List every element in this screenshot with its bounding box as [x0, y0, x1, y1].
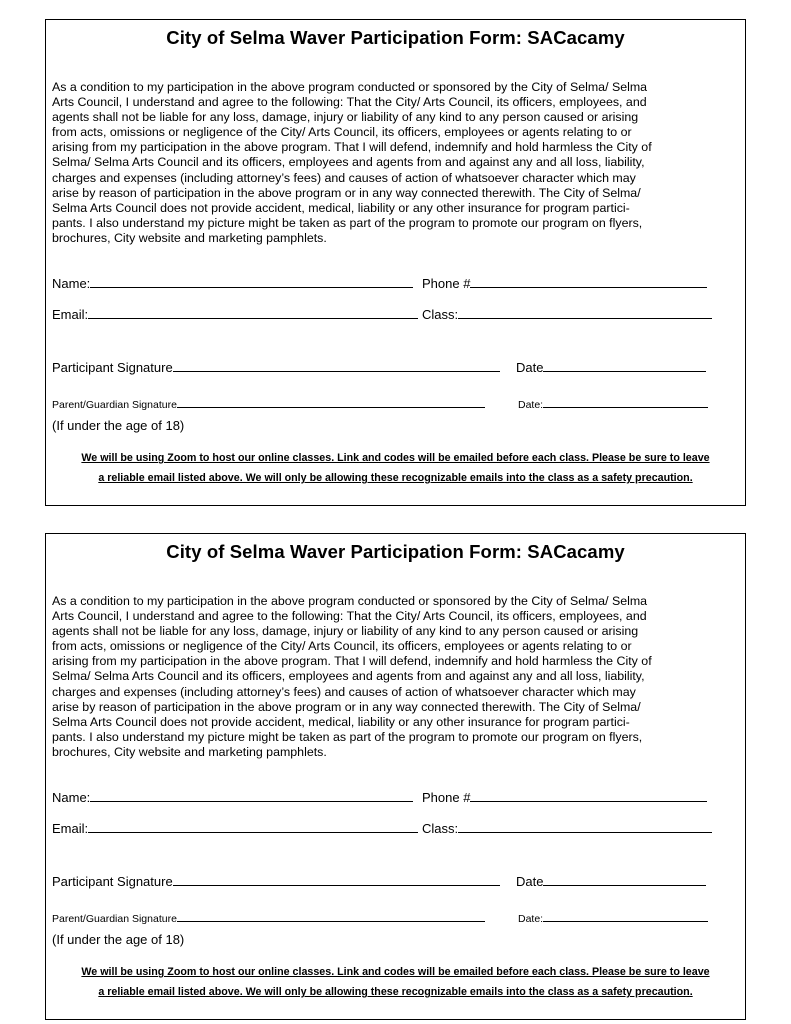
participant-date-field[interactable]: [543, 874, 706, 886]
guardian-signature-label: Parent/Guardian Signature: [52, 913, 177, 925]
paragraph-line: charges and expenses (including attorney’s fees) and causes of action of whatsoever character which may: [52, 684, 636, 699]
paragraph-line: Arts Council, I understand and agree to the following: That the City/ Arts Council, its officers, employees, and: [52, 95, 647, 110]
class-field[interactable]: [458, 821, 712, 833]
guardian-date-field[interactable]: [543, 912, 708, 922]
guardian-date-row: [518, 398, 708, 411]
participant-signature-field[interactable]: [173, 874, 500, 886]
paragraph-line: arise by reason of participation in the above program or in any way connected therewith. The City of Selma/: [52, 699, 641, 714]
under-age-note: (If under the age of 18): [52, 418, 185, 433]
email-field[interactable]: [88, 307, 418, 319]
paragraph-line: As a condition to my participation in the above program conducted or sponsored by the City of Selma/ Selma: [52, 594, 648, 608]
paragraph-line: As a condition to my participation in the above program conducted or sponsored by the City of Selma/ Selma: [52, 80, 648, 94]
email-field[interactable]: [88, 821, 418, 833]
phone-row: [422, 790, 707, 805]
paragraph-line: Selma/ Selma Arts Council and its officers, employees and agents from and against any and all loss, liability,: [52, 155, 645, 170]
participant-date-row: [516, 874, 706, 889]
guardian-signature-field[interactable]: [177, 912, 485, 922]
paragraph-line: arise by reason of participation in the above program or in any way connected therewith. The City of Selma/: [52, 185, 641, 200]
guardian-signature-row: [52, 398, 485, 411]
name-label: Name:: [52, 790, 91, 805]
name-label: Name:: [52, 276, 91, 291]
guardian-date-label: Date:: [518, 399, 544, 411]
name-field[interactable]: [90, 276, 413, 288]
date-label: Date: [516, 360, 544, 375]
email-row: [52, 307, 418, 322]
zoom-note-line: We will be using Zoom to host our online classes. Link and codes will be emailed before each class. Please be sure to leave: [81, 966, 710, 978]
phone-field[interactable]: [470, 790, 707, 802]
name-row: [52, 276, 413, 291]
phone-label: Phone #: [422, 790, 471, 805]
paragraph-line: agents shall not be liable for any loss, damage, injury or liability of any kind to any person caused or arising: [52, 110, 639, 125]
participant-signature-row: [52, 360, 500, 375]
class-label: Class:: [422, 821, 459, 836]
email-label: Email:: [52, 821, 89, 836]
waiver-paragraph: [52, 80, 744, 246]
zoom-note-line: a reliable email listed above. We will only be allowing these recognizable emails into the class as a safety precaution.: [98, 472, 693, 484]
waiver-form-2: [45, 533, 746, 1020]
paragraph-line: from acts, omissions or negligence of the City/ Arts Council, its officers, employees or agents relating to or: [52, 125, 632, 140]
phone-label: Phone #: [422, 276, 471, 291]
class-label: Class:: [422, 307, 459, 322]
participant-signature-label: Participant Signature: [52, 360, 173, 375]
phone-field[interactable]: [470, 276, 707, 288]
paragraph-line: pants. I also understand my picture might be taken as part of the program to promote our program on flyers,: [52, 215, 643, 230]
guardian-signature-row: [52, 912, 485, 925]
waiver-form-1: [45, 19, 746, 506]
paragraph-line: pants. I also understand my picture might be taken as part of the program to promote our program on flyers,: [52, 729, 643, 744]
under-age-note: (If under the age of 18): [52, 932, 185, 947]
paragraph-line: arising from my participation in the above program. That I will defend, indemnify and hold harmless the City of: [52, 140, 652, 155]
participant-signature-label: Participant Signature: [52, 874, 173, 889]
guardian-date-field[interactable]: [543, 398, 708, 408]
guardian-date-row: [518, 912, 708, 925]
name-row: [52, 790, 413, 805]
email-row: [52, 821, 418, 836]
paragraph-line: Selma Arts Council does not provide accident, medical, liability or any other insurance for program partici-: [52, 714, 630, 729]
paragraph-line: charges and expenses (including attorney’s fees) and causes of action of whatsoever character which may: [52, 170, 636, 185]
participant-date-row: [516, 360, 706, 375]
name-field[interactable]: [90, 790, 413, 802]
waiver-paragraph: [52, 594, 744, 760]
form-title: City of Selma Waver Participation Form: SACacamy: [166, 27, 625, 48]
guardian-signature-field[interactable]: [177, 398, 485, 408]
phone-row: [422, 276, 707, 291]
class-field[interactable]: [458, 307, 712, 319]
participant-date-field[interactable]: [543, 360, 706, 372]
paragraph-line: Arts Council, I understand and agree to the following: That the City/ Arts Council, its officers, employees, and: [52, 609, 647, 624]
zoom-note-line: We will be using Zoom to host our online classes. Link and codes will be emailed before each class. Please be sure to leave: [81, 452, 710, 464]
class-row: [422, 821, 712, 836]
paragraph-line: Selma/ Selma Arts Council and its officers, employees and agents from and against any and all loss, liability,: [52, 669, 645, 684]
class-row: [422, 307, 712, 322]
paragraph-line: from acts, omissions or negligence of the City/ Arts Council, its officers, employees or agents relating to or: [52, 639, 632, 654]
zoom-note-line: a reliable email listed above. We will only be allowing these recognizable emails into the class as a safety precaution.: [98, 986, 693, 998]
guardian-date-label: Date:: [518, 913, 544, 925]
paragraph-line: arising from my participation in the above program. That I will defend, indemnify and hold harmless the City of: [52, 654, 652, 669]
paragraph-line: brochures, City website and marketing pamphlets.: [52, 744, 327, 759]
email-label: Email:: [52, 307, 89, 322]
paragraph-line: agents shall not be liable for any loss, damage, injury or liability of any kind to any person caused or arising: [52, 624, 639, 639]
participant-signature-row: [52, 874, 500, 889]
guardian-signature-label: Parent/Guardian Signature: [52, 399, 177, 411]
paragraph-line: Selma Arts Council does not provide accident, medical, liability or any other insurance for program partici-: [52, 200, 630, 215]
date-label: Date: [516, 874, 544, 889]
form-title: City of Selma Waver Participation Form: SACacamy: [166, 541, 625, 562]
participant-signature-field[interactable]: [173, 360, 500, 372]
paragraph-line: brochures, City website and marketing pamphlets.: [52, 230, 327, 245]
